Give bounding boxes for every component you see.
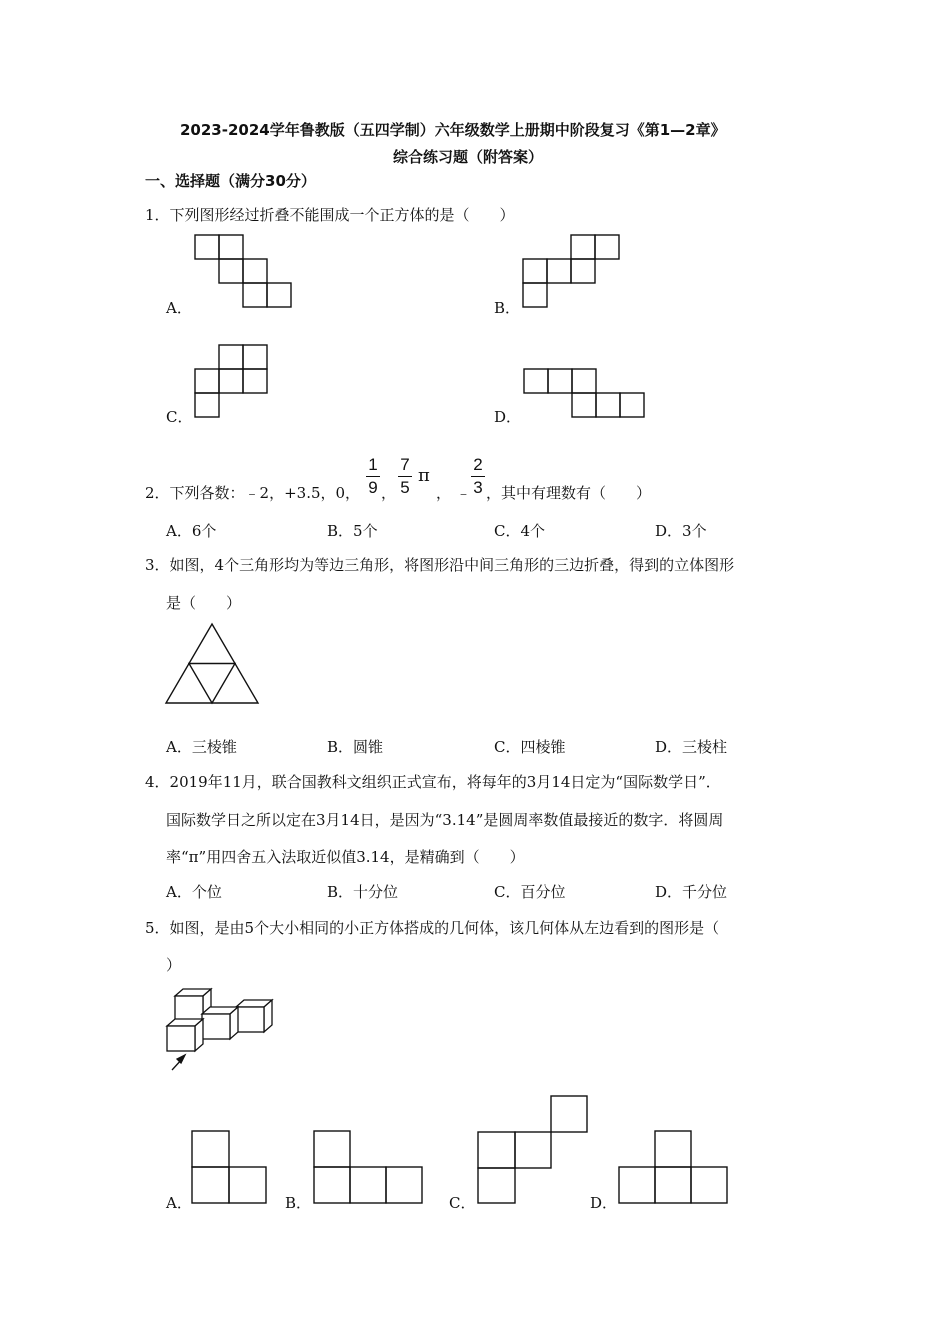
q4-text-line1: 4．2019年11月，联合国教科文组织正式宣布，将每年的3月14日定为“国际数学日”．: [145, 773, 721, 791]
q4-text-line3: 率“π”用四舍五入法取近似值3.14，是精确到（ ）: [166, 848, 525, 866]
doc-title-line1: 2023-2024学年鲁教版（五四学制）六年级数学上册期中阶段复习《第1—2章》: [180, 121, 726, 139]
q5-text-line2: ）: [166, 956, 182, 974]
doc-title-line2: 综合练习题（附答案）: [393, 148, 544, 166]
q2-option-a[interactable]: A．6个: [166, 522, 217, 540]
q2-comma-2: ，: [436, 484, 452, 502]
q4-option-d[interactable]: D．千分位: [655, 883, 728, 901]
q1-option-d[interactable]: D．: [494, 408, 522, 426]
q2-neg-sign: ﹣: [456, 484, 472, 502]
q5-option-b[interactable]: B．: [285, 1194, 312, 1212]
frac1-den: 9: [368, 478, 378, 497]
q1-net-d: [523, 368, 647, 420]
q4-text-line2: 国际数学日之所以定在3月14日，是因为“3.14”是圆周率数值最接近的数字．将圆周: [166, 811, 724, 829]
q5-option-a[interactable]: A．: [166, 1194, 192, 1212]
q2-comma-1: ，: [381, 484, 397, 502]
q3-triangle-net: [165, 622, 261, 706]
q4-option-b[interactable]: B．十分位: [327, 883, 399, 901]
q2-fraction-2-3: [471, 455, 485, 498]
q2-fraction-7-5: [398, 455, 412, 498]
q1-option-a[interactable]: A．: [166, 299, 192, 317]
q5-option-c[interactable]: C．: [449, 1194, 476, 1212]
q3-option-a[interactable]: A．三棱锥: [166, 738, 237, 756]
q4-option-c[interactable]: C．百分位: [494, 883, 566, 901]
q5-view-a: [191, 1130, 269, 1206]
q3-option-d[interactable]: D．三棱柱: [655, 738, 728, 756]
frac2-den: 5: [400, 478, 410, 497]
q1-net-c: [194, 344, 270, 420]
q1-option-b[interactable]: B．: [494, 299, 521, 317]
frac1-num: 1: [368, 455, 378, 474]
q5-view-d: [618, 1130, 730, 1206]
q2-text-prefix: 2．下列各数：﹣2，+3.5，0，: [145, 484, 361, 502]
q1-net-b: [522, 234, 622, 310]
q3-text-line2: 是（ ）: [166, 594, 242, 612]
q5-view-c: [477, 1095, 589, 1205]
q3-option-b[interactable]: B．圆锥: [327, 738, 384, 756]
q1-option-c[interactable]: C．: [166, 408, 193, 426]
q2-pi: π: [418, 465, 430, 486]
q5-cube-solid: [164, 984, 278, 1072]
q5-view-b: [313, 1130, 425, 1206]
frac3-num: 2: [473, 455, 483, 474]
q5-option-d[interactable]: D．: [590, 1194, 618, 1212]
q1-net-a: [194, 234, 294, 310]
q2-option-d[interactable]: D．3个: [655, 522, 707, 540]
q1-text: 1．下列图形经过折叠不能围成一个正方体的是（ ）: [145, 206, 515, 224]
q3-text-line1: 3．如图，4个三角形均为等边三角形，将图形沿中间三角形的三边折叠，得到的立体图形: [145, 556, 735, 574]
frac2-num: 7: [400, 455, 410, 474]
q2-option-b[interactable]: B．5个: [327, 522, 378, 540]
q4-option-a[interactable]: A．个位: [166, 883, 222, 901]
q2-option-c[interactable]: C．4个: [494, 522, 546, 540]
frac3-den: 3: [473, 478, 483, 497]
q3-option-c[interactable]: C．四棱锥: [494, 738, 566, 756]
q5-text-line1: 5．如图，是由5个大小相同的小正方体搭成的几何体，该几何体从左边看到的图形是（: [145, 919, 720, 937]
section-heading: 一、选择题（满分30分）: [145, 172, 316, 190]
q2-text-suffix: ，其中有理数有（ ）: [486, 484, 652, 502]
q2-fraction-1-9: [366, 455, 380, 498]
